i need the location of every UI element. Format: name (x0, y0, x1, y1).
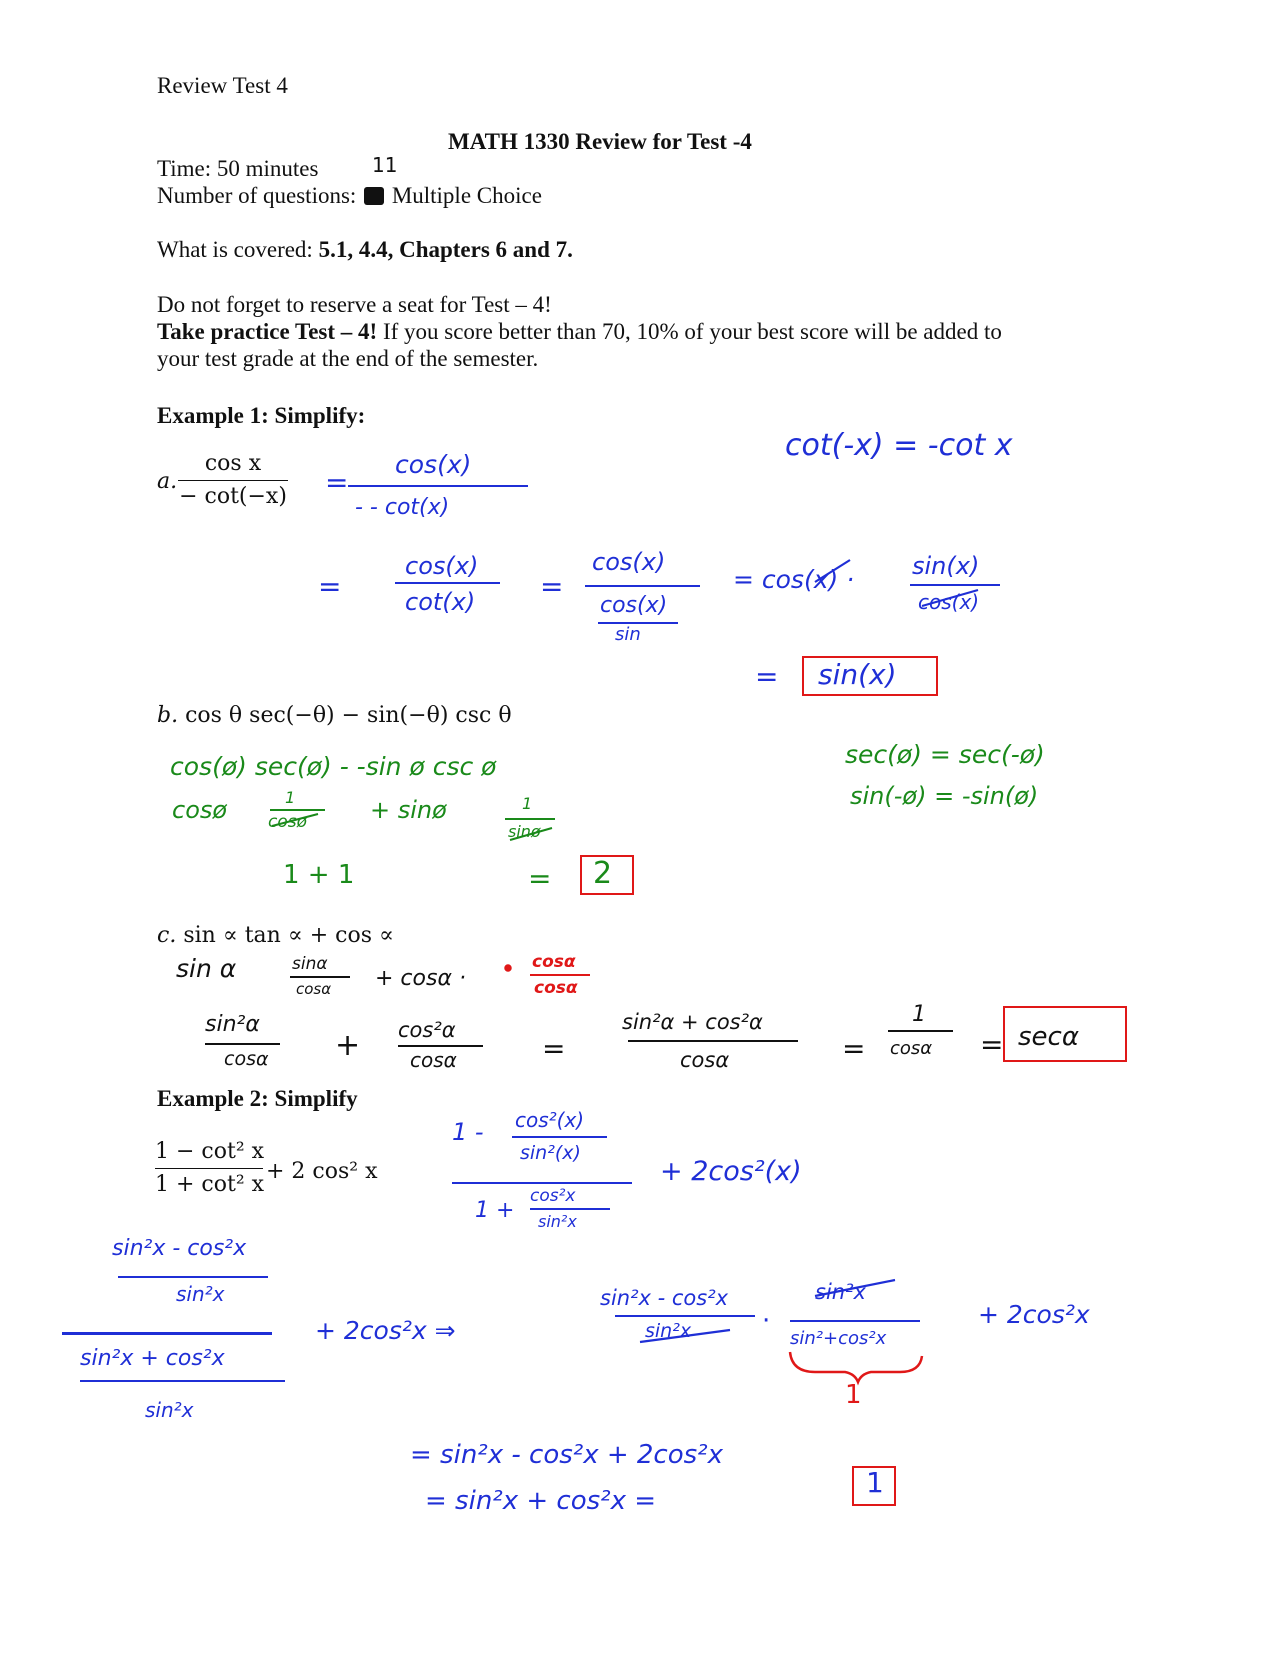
part-c-expr: sin ∝ tan ∝ + cos ∝ (183, 923, 394, 948)
red-strokes (506, 966, 923, 1383)
hw-b-line2-num: 1 (285, 788, 296, 807)
part-b-expr: cos θ sec(−θ) − sin(−θ) csc θ (185, 703, 512, 728)
hw-c-red-num: cosα (532, 952, 576, 972)
hw-b-line2-den: cosø (268, 812, 308, 832)
strike-b-sin (510, 828, 552, 840)
hw-c-f2-den: cosα (410, 1048, 457, 1072)
hw-c-plus: + (335, 1028, 361, 1063)
hw-e2-left-den-den: sin²x (145, 1398, 194, 1422)
time-line: Time: 50 minutes (157, 156, 319, 181)
hw-e2-final1: = sin²x - cos²x + 2cos²x (410, 1440, 723, 1470)
hw-a-step3-den: cos(x) (600, 593, 668, 618)
hw-c-f4-num: 1 (912, 1002, 926, 1027)
example2-denominator: 1 + cot² x (155, 1172, 265, 1197)
hw-a-answer: sin(x) (818, 658, 897, 691)
hw-c-f4-den: cosα (890, 1038, 933, 1059)
hw-a-step1-num: cos(x) (395, 450, 472, 479)
hw-e2-right1-den: sin²x (645, 1320, 692, 1342)
hw-c-line1-den: cosα (296, 980, 332, 998)
strike-a-cos-den (922, 590, 978, 606)
hw-b-line2-den2: sinø (508, 822, 541, 841)
hw-c-line1-num: sinα (292, 954, 328, 974)
hw-b-line2-num2: 1 (522, 794, 533, 813)
hw-e2-left-num-num: sin²x - cos²x (112, 1236, 247, 1261)
hw-a-eq1: = (325, 466, 349, 499)
part-a-denominator: − cot(−x) (179, 484, 287, 509)
hw-a-step2-num: cos(x) (405, 552, 479, 580)
part-b-label: b. (157, 703, 179, 728)
hw-b-line1: cos(ø) sec(ø) - -sin ø csc ø (170, 752, 497, 781)
hw-a-eq3: = (540, 570, 564, 603)
strike-e2-sin-num (815, 1280, 895, 1296)
reserve-line: Do not forget to reserve a seat for Test – 4! (157, 292, 552, 317)
questions-label: Number of questions: (157, 183, 357, 208)
part-c-label: c. (157, 923, 177, 948)
strike-e2-sin-den (640, 1330, 730, 1342)
handwritten-count: 11 (372, 153, 398, 177)
hw-e2-right-tail: + 2cos²x (978, 1300, 1090, 1329)
hw-c-f1-den: cosα (224, 1048, 269, 1070)
hw-e2-left-den-num: sin²x + cos²x (80, 1346, 225, 1371)
hw-cot-identity: cot(-x) = -cot x (785, 428, 1013, 463)
practice-text: If you score better than 70, 10% of your best score will be added to (382, 319, 1002, 344)
hw-e2-answer: 1 (866, 1466, 884, 1499)
hw-b-identity-1: sec(ø) = sec(-ø) (845, 740, 1045, 769)
hw-c-f3-den: cosα (680, 1048, 730, 1072)
hw-e2-red-one: 1 (845, 1380, 862, 1410)
practice-line-2: your test grade at the end of the semester. (157, 346, 539, 371)
hw-c-eq1: = (542, 1032, 566, 1065)
hw-b-eq: = (528, 862, 552, 895)
hw-b-line2a: cosø (172, 796, 228, 824)
hw-e2-top-num-a: 1 - (452, 1118, 484, 1146)
hw-c-red-den: cosα (534, 978, 578, 998)
strike-b-cos (272, 814, 318, 826)
hw-a-step1-den: - - cot(x) (355, 495, 450, 520)
questions-value: Multiple Choice (391, 183, 542, 208)
hw-c-f1-num: sin²α (205, 1012, 260, 1037)
hw-b-answer: 2 (593, 856, 613, 891)
green-strokes (272, 814, 552, 840)
hw-a-step3-sub: sin (615, 624, 641, 645)
hw-e2-left-num-den: sin²x (176, 1282, 225, 1306)
hw-e2-mid: + 2cos²x ⇒ (315, 1316, 456, 1345)
hw-c-answer: secα (1018, 1022, 1079, 1052)
example2-numerator: 1 − cot² x (155, 1139, 265, 1164)
hw-b-line3: 1 + 1 (283, 860, 355, 890)
hw-c-line1b: + cosα · (375, 966, 466, 991)
part-a-numerator: cos x (204, 451, 262, 476)
red-dot (506, 966, 511, 971)
hw-a-step4: = cos(x) · (733, 565, 855, 594)
hw-c-line1a: sin α (176, 954, 237, 983)
hw-b-identity-2: sin(-ø) = -sin(ø) (850, 782, 1039, 810)
hw-e2-right2-num: sin²x (815, 1280, 866, 1304)
hw-b-line2b: + sinø (370, 796, 447, 824)
hw-a-step2-den: cot(x) (405, 588, 476, 616)
hw-a-step3-num: cos(x) (592, 548, 666, 576)
example2-heading: Example 2: Simplify (157, 1086, 358, 1111)
hw-e2-top-num-fden: sin²(x) (520, 1142, 581, 1164)
hw-e2-right2-den: sin²+cos²x (790, 1328, 887, 1349)
hw-a-eq5: = (755, 660, 779, 693)
hw-c-eq3: = (980, 1028, 1004, 1061)
part-a-label: a. (157, 469, 178, 494)
hw-e2-top-den-fnum: cos²x (530, 1186, 576, 1206)
page-title: MATH 1330 Review for Test -4 (448, 129, 752, 154)
example1-heading: Example 1: Simplify: (157, 403, 366, 428)
hw-a-step4-den: cos(x) (918, 590, 980, 614)
example2-tail: + 2 cos² x (266, 1159, 378, 1184)
hw-c-eq2: = (842, 1032, 866, 1065)
blue-strokes (640, 560, 978, 1342)
practice-bold: Take practice Test – 4! (157, 319, 378, 344)
hw-c-f3-num: sin²α + cos²α (622, 1010, 763, 1034)
hw-e2-top-num-fnum: cos²(x) (515, 1108, 585, 1132)
hw-a-step4-num: sin(x) (912, 552, 980, 580)
red-brace (790, 1352, 922, 1382)
page-label: Review Test 4 (157, 73, 288, 98)
hw-e2-top-den-fden: sin²x (538, 1212, 577, 1231)
hw-e2-right1-num: sin²x - cos²x (600, 1286, 729, 1310)
hw-e2-dot: · (762, 1306, 771, 1336)
covered-label: What is covered: (157, 237, 313, 262)
hw-e2-final2: = sin²x + cos²x = (425, 1486, 657, 1516)
hw-e2-top-den-a: 1 + (475, 1198, 515, 1223)
strike-a-cos (815, 560, 850, 582)
hw-c-f2-num: cos²α (398, 1018, 456, 1042)
covered-value: 5.1, 4.4, Chapters 6 and 7. (318, 237, 573, 262)
hw-e2-top-tail: + 2cos²(x) (660, 1156, 802, 1187)
hw-a-eq2: = (318, 570, 342, 603)
